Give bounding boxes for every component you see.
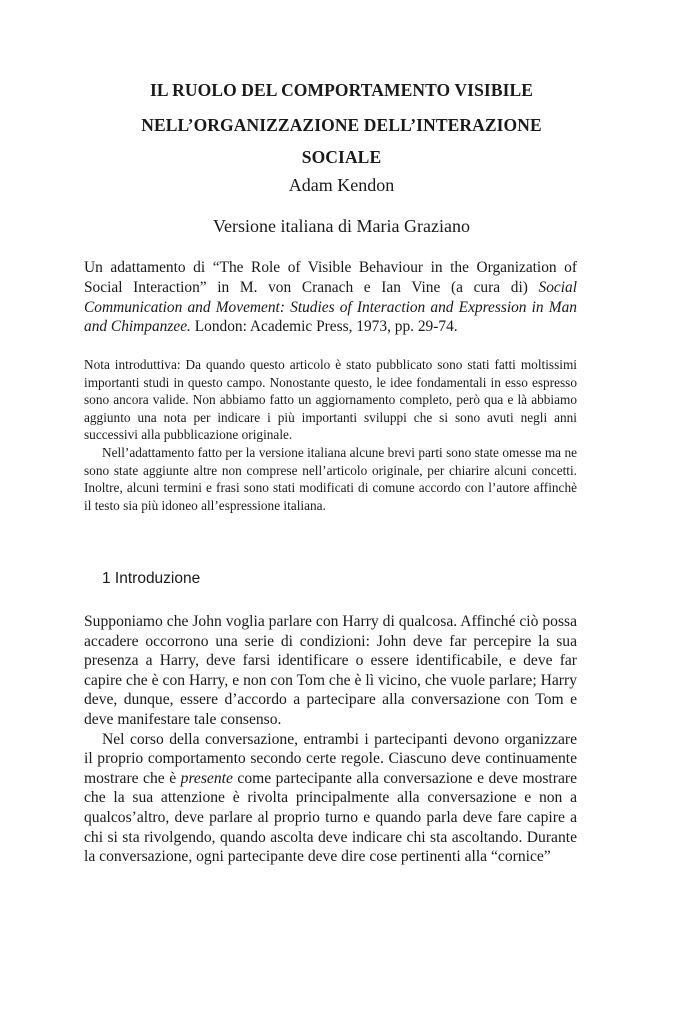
introductory-note [84,356,577,514]
body-paragraph-2-start: Nel corso della conversazione, entrambi i partecipanti devono organizzare il proprio comportamento secondo certe regole. Ciascuno deve continuamente mostrare che è [84,730,577,787]
body-paragraph-2-end: come partecipante alla conversazione e deve mostrare che la sua attenzione è rivolta principalmente alla conversazione e non a qualcos’altro, deve parlare al proprio turno e quando parla deve fare capire a chi si sta rivolgendo, quando ascolta deve indicare chi sta ascoltando. Durante la conversazione, ogni partecipante deve dire cose pertinenti alla “cornice” [84,769,577,866]
source-book-title: Social Communication and Movement: Studies of Interaction and Expression in Man and Chimpanzee. [84,278,577,336]
title-line-2: NELL’ORGANIZZAZIONE DELL’INTERAZIONE [141,115,542,135]
note-paragraph-2: Nell’adattamento fatto per la versione italiana alcune brevi parti sono state omesse ma ne sono state aggiunte altre non comprese nell’articolo originale, per chiarire alcuni concetti. Inoltre, alcuni termini e frasi sono stati modificati di comune accordo con l’autore affinchè il testo sia più idoneo all’espressione italiana. [84,444,577,513]
section-heading: 1 Introduzione [102,570,201,587]
author-name: Adam Kendon [288,175,395,195]
source-citation [84,258,577,337]
title-line-3: SOCIALE [301,147,382,167]
translator-credit: Versione italiana di Maria Graziano [213,216,470,236]
body-paragraph-1: Supponiamo che John voglia parlare con Harry di qualcosa. Affinché ciò possa accadere occorrono una serie di condizioni: John deve far percepire la sua presenza a Harry, deve farsi identificare o essere identificabile, e deve far capire che è con Harry, e non con Tom che è lì vicino, che vuole parlare; Harry deve, dunque, essere d’accordo a partecipare alla conversazione con Tom e deve manifestare tale consenso. [84,613,577,728]
source-suffix: London: Academic Press, 1973, pp. 29-74. [190,318,458,336]
body-paragraph-2 [84,730,577,867]
body-emphasis-presente: presente [180,769,233,787]
body-text [84,612,577,867]
source-prefix: Un adattamento di “The Role of Visible Behaviour in the Organization of Social Interaction” in M. von Cranach e Ian Vine (a cura di) [84,259,577,296]
title-line-1: IL RUOLO DEL COMPORTAMENTO VISIBILE [149,80,534,100]
note-paragraph-1: Nota introduttiva: Da quando questo articolo è stato pubblicato sono stati fatti moltissimi importanti studi in questo campo. Nonostante questo, le idee fondamentali in esso espresso sono ancora valide. Non abbiamo fatto un aggiornamento completo, però qua e là abbiamo aggiunto una nota per indicare i più importanti sviluppi che si sono avuti negli anni successivi alla pubblicazione originale. [84,357,577,443]
